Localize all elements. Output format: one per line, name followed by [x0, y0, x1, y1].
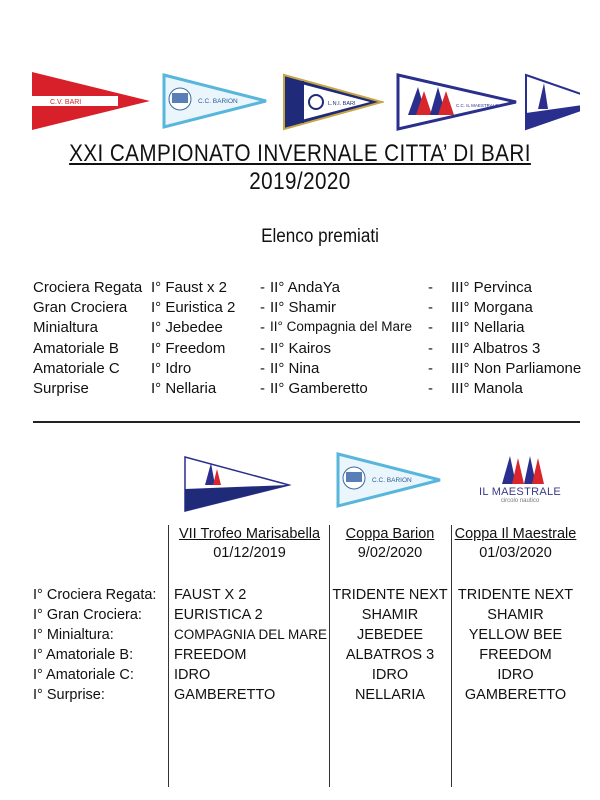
- winner-cell: EURISTICA 2: [174, 607, 263, 623]
- winner-cell: IDRO: [497, 667, 534, 683]
- trophy-date: 01/03/2020: [479, 545, 552, 561]
- award-second: II° Compagnia del Mare: [270, 319, 412, 334]
- winner-category: I° Amatoriale C:: [33, 667, 134, 683]
- il-maestrale-logo-text: IL MAESTRALE: [478, 486, 562, 498]
- dash: -: [428, 299, 433, 316]
- column-separator: [451, 525, 452, 787]
- cc-barion-flag: [162, 73, 268, 129]
- award-second: II° Kairos: [270, 340, 332, 357]
- trophy-date: 01/12/2019: [213, 545, 286, 561]
- il-maestrale-flag: [396, 73, 518, 131]
- cv-bari-flag: [30, 70, 152, 132]
- dash: -: [428, 360, 433, 377]
- award-first: I° Euristica 2: [151, 299, 236, 316]
- award-second: II° AndaYa: [270, 279, 340, 296]
- dash: -: [260, 299, 265, 316]
- sails-icon: [470, 452, 570, 486]
- winner-cell: IDRO: [371, 667, 409, 683]
- award-third: III° Non Parliamone: [451, 360, 582, 377]
- dash: -: [260, 319, 265, 336]
- award-third: III° Pervinca: [451, 279, 533, 296]
- winner-cell: JEBEDEE: [356, 627, 424, 643]
- award-category: Crociera Regata: [33, 279, 143, 296]
- il-maestrale-logo-subtext: circolo nautico: [500, 498, 540, 504]
- dash: -: [428, 279, 433, 296]
- winner-category: I° Gran Crociera:: [33, 607, 142, 623]
- dash: -: [260, 360, 265, 377]
- winner-category: I° Surprise:: [33, 687, 105, 703]
- column-separator: [329, 525, 330, 787]
- marisabella-flag-partial: [524, 73, 580, 131]
- section-divider: [33, 421, 580, 423]
- award-category: Amatoriale C: [33, 360, 120, 377]
- winner-cell: TRIDENTE NEXT: [332, 587, 448, 603]
- award-first: I° Jebedee: [151, 319, 223, 336]
- award-second: II° Nina: [270, 360, 320, 377]
- cc-barion-flag-bottom: [336, 452, 442, 508]
- award-second: II° Shamir: [270, 299, 337, 316]
- page-title: XXI CAMPIONATO INVERNALE CITTA’ DI BARI: [69, 140, 531, 167]
- winner-cell: FAUST X 2: [174, 587, 247, 603]
- trophy-header: [453, 526, 578, 561]
- dash: -: [428, 319, 433, 336]
- award-category: Gran Crociera: [33, 299, 128, 316]
- winner-cell: SHAMIR: [487, 607, 544, 623]
- winner-category: I° Crociera Regata:: [33, 587, 157, 603]
- cc-barion-flag-label: C.C. BARION: [198, 98, 238, 105]
- winner-category: I° Minialtura:: [33, 627, 114, 643]
- trophy-name: Coppa Barion: [345, 526, 435, 542]
- award-third: III° Morgana: [451, 299, 533, 316]
- lni-bari-flag: [282, 73, 384, 131]
- dash: -: [260, 279, 265, 296]
- winner-cell: GAMBERETTO: [174, 687, 276, 703]
- award-first: I° Nellaria: [151, 380, 217, 397]
- subtitle: Elenco premiati: [261, 226, 379, 247]
- il-maestrale-logo: [470, 452, 570, 504]
- dash: -: [260, 380, 265, 397]
- winner-cell: COMPAGNIA DEL MARE: [174, 627, 328, 642]
- award-third: III° Nellaria: [451, 319, 525, 336]
- award-first: I° Freedom: [151, 340, 226, 357]
- award-category: Minialtura: [33, 319, 99, 336]
- winner-cell: FREEDOM: [479, 647, 552, 663]
- dash: -: [428, 340, 433, 357]
- award-second: II° Gamberetto: [270, 380, 368, 397]
- award-category: Surprise: [33, 380, 89, 397]
- column-separator: [168, 525, 169, 787]
- il-maestrale-flag-label: C.C. IL MAESTRALE: [456, 103, 499, 108]
- winner-cell: YELLOW BEE: [468, 627, 563, 643]
- dash: -: [260, 340, 265, 357]
- award-first: I° Idro: [151, 360, 192, 377]
- cc-barion-bottom-label: C.C. BARION: [372, 477, 412, 484]
- lni-bari-flag-label: L.N.I. BARI: [328, 101, 356, 107]
- dash: -: [428, 380, 433, 397]
- winner-cell: SHAMIR: [361, 607, 419, 623]
- winner-category: I° Amatoriale B:: [33, 647, 134, 663]
- marisabella-flag: [183, 455, 291, 513]
- season: 2019/2020: [249, 168, 351, 195]
- trophy-name: VII Trofeo Marisabella: [178, 526, 321, 542]
- winner-cell: FREEDOM: [174, 647, 247, 663]
- trophy-name: Coppa Il Maestrale: [454, 526, 577, 542]
- trophy-header: [331, 526, 449, 561]
- award-first: I° Faust x 2: [151, 279, 228, 296]
- winner-cell: TRIDENTE NEXT: [457, 587, 574, 603]
- winner-cell: IDRO: [174, 667, 211, 683]
- award-third: III° Manola: [451, 380, 523, 397]
- award-third: III° Albatros 3: [451, 340, 541, 357]
- trophy-date: 9/02/2020: [357, 545, 423, 561]
- award-category: Amatoriale B: [33, 340, 119, 357]
- trophy-header: [172, 526, 327, 561]
- winner-cell: ALBATROS 3: [345, 647, 435, 663]
- cv-bari-flag-label: C.V. BARI: [50, 99, 82, 106]
- winner-cell: GAMBERETTO: [464, 687, 567, 703]
- winner-cell: NELLARIA: [354, 687, 426, 703]
